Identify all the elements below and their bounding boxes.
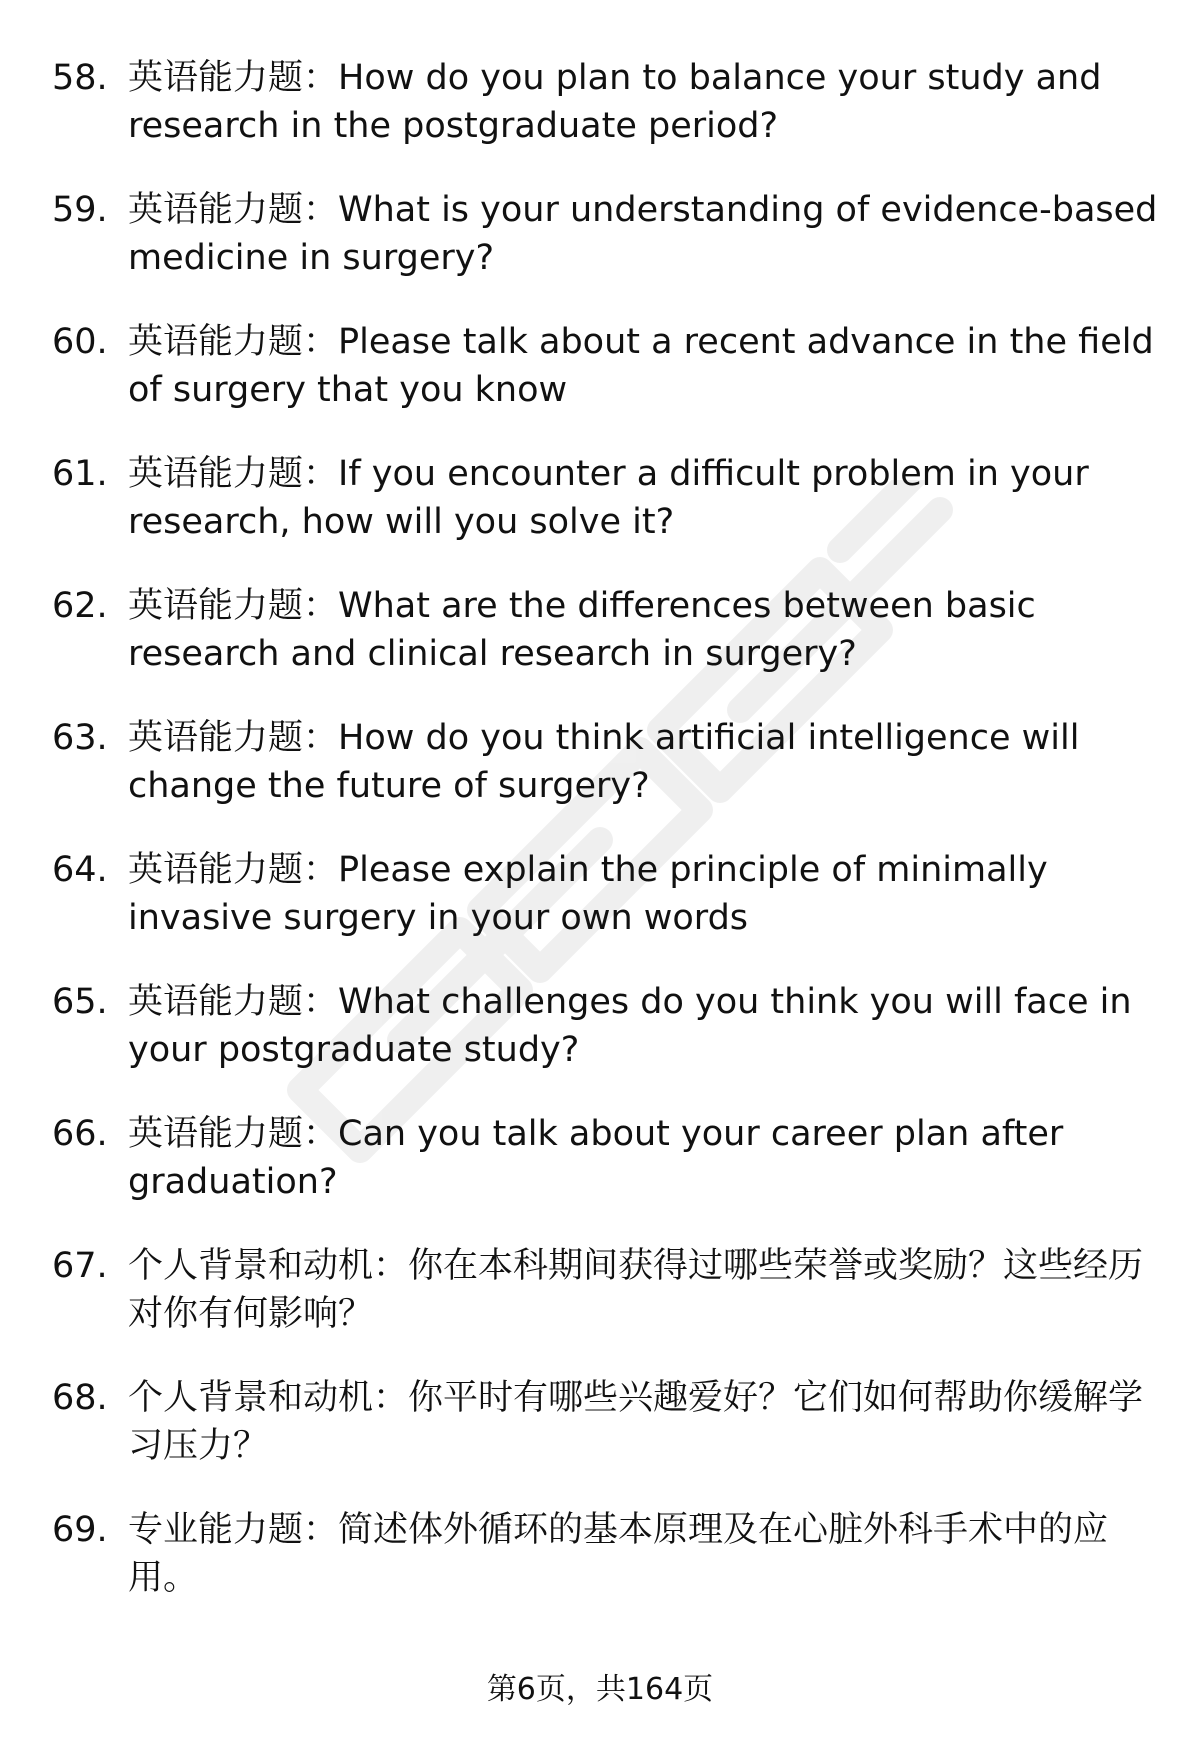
question-text: 专业能力题：简述体外循环的基本原理及在心脏外科手术中的应用。	[128, 1510, 1109, 1598]
question-text: 英语能力题：What are the differences between basic research and clinical research in surgery?	[128, 586, 1036, 674]
question-item	[52, 1374, 1167, 1506]
question-number: 58.	[52, 58, 108, 98]
page-footer: 第6页，共164页	[486, 1672, 714, 1707]
question-item	[52, 318, 1167, 450]
question-item	[52, 582, 1167, 714]
question-text: 英语能力题：What is your understanding of evidence-based medicine in surgery?	[128, 190, 1158, 278]
question-number: 64.	[52, 850, 108, 890]
question-number: 59.	[52, 190, 108, 230]
question-item	[52, 1242, 1167, 1374]
question-item	[52, 450, 1167, 582]
question-item	[52, 1506, 1167, 1638]
question-text: 英语能力题：What challenges do you think you will face in your postgraduate study?	[128, 982, 1132, 1070]
question-text: 个人背景和动机：你在本科期间获得过哪些荣誉或奖励？这些经历对你有何影响？	[128, 1246, 1144, 1334]
question-item	[52, 714, 1167, 846]
question-text: 英语能力题：How do you plan to balance your study and research in the postgraduate period?	[128, 58, 1102, 146]
question-number: 69.	[52, 1510, 108, 1550]
question-item	[52, 978, 1167, 1110]
question-item	[52, 846, 1167, 978]
question-number: 60.	[52, 322, 108, 362]
question-item	[52, 54, 1167, 186]
question-text: 英语能力题：If you encounter a difficult problem in your research, how will you solve it?	[128, 454, 1089, 542]
question-item	[52, 186, 1167, 318]
question-number: 68.	[52, 1378, 108, 1418]
question-number: 66.	[52, 1114, 108, 1154]
question-number: 62.	[52, 586, 108, 626]
question-number: 63.	[52, 718, 108, 758]
question-number: 61.	[52, 454, 108, 494]
question-text: 英语能力题：Please explain the principle of minimally invasive surgery in your own words	[128, 850, 1048, 938]
question-list	[52, 54, 1167, 1638]
question-text: 英语能力题：Please talk about a recent advance in the field of surgery that you know	[128, 322, 1154, 410]
question-text: 英语能力题：How do you think artificial intelligence will change the future of surgery?	[128, 718, 1080, 806]
question-number: 65.	[52, 982, 108, 1022]
question-text: 英语能力题：Can you talk about your career plan after graduation?	[128, 1114, 1064, 1202]
question-number: 67.	[52, 1246, 108, 1286]
question-item	[52, 1110, 1167, 1242]
question-text: 个人背景和动机：你平时有哪些兴趣爱好？它们如何帮助你缓解学习压力？	[128, 1378, 1144, 1466]
